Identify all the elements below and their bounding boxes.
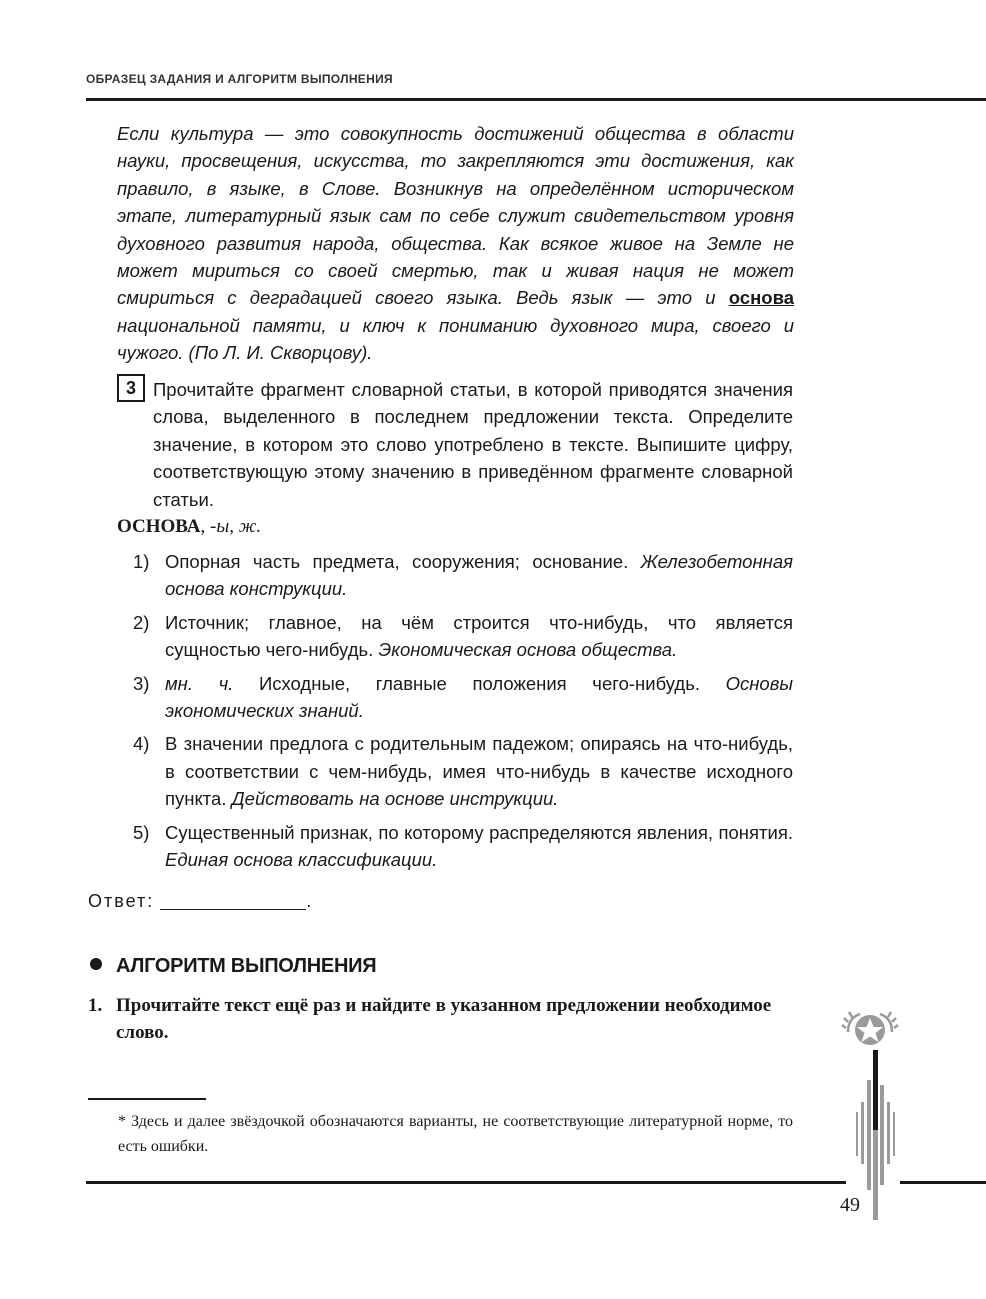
sense-number: 4) (133, 733, 150, 755)
sense-definition: В значении предлога с родительным падежом; опираясь на что-нибудь, в соответствии с чем-нибудь, имея что-нибудь в качестве исходного пункта. (165, 733, 793, 810)
answer-blank[interactable] (160, 891, 306, 910)
sense-example: Единая основа классификации. (165, 849, 438, 871)
bullet-icon (90, 958, 102, 970)
sense-definition: Опорная часть предмета, сооружения; основание. (165, 551, 641, 572)
source-passage (117, 120, 794, 367)
task-number-box: 3 (117, 374, 145, 402)
sense-number: 1) (133, 551, 150, 572)
algorithm-step (88, 992, 793, 1046)
passage-text-after: национальной памяти, и ключ к пониманию духовного мира, своего и чужого. (По Л. И. Скворцову). (117, 314, 794, 364)
footer-rule (86, 1181, 846, 1184)
step-number: 1. (88, 995, 103, 1016)
page-number: 49 (840, 1194, 860, 1216)
answer-row (88, 891, 313, 912)
footnote (88, 1109, 793, 1159)
sense-example: Основы экономических знаний. (165, 672, 793, 722)
header-rule (86, 98, 986, 101)
answer-end: . (306, 891, 314, 911)
headword: ОСНОВА (117, 516, 201, 537)
footnote-rule (88, 1098, 206, 1100)
sense-example: Железобетонная основа конструкции. (165, 551, 793, 600)
sense-definition: Источник; главное, на чём строится что-нибудь, что является сущностью чего-нибудь. (165, 611, 793, 661)
sense-number: 5) (133, 821, 150, 843)
step-text: Прочитайте текст ещё раз и найдите в указанном предложении необходимое слово. (116, 995, 772, 1043)
algorithm-heading (90, 955, 376, 978)
sense-example: Экономическая основа общества. (378, 639, 678, 661)
sense-definition: Существенный признак, по которому распределяются явления, понятия. (165, 821, 793, 843)
sense-example: Действовать на основе инструкции. (231, 788, 559, 810)
grammar-note: , -ы, ж. (200, 516, 262, 537)
dictionary-entry-headword (117, 516, 261, 538)
task-instructions: Прочитайте фрагмент словарной статьи, в которой приводятся значения слова, выделенного в последнем предложении текста. Определите значение, в котором это слово употреблено в тексте. Выпишите цифру, соответствующую этому значению в приведённом фрагменте словарной статьи. (153, 379, 793, 510)
passage-keyword: основа (728, 287, 794, 309)
sense-number: 3) (133, 672, 150, 694)
algorithm-title: АЛГОРИТМ ВЫПОЛНЕНИЯ (116, 955, 377, 977)
sense-item (133, 670, 793, 725)
sense-item (133, 609, 793, 664)
sense-item (133, 819, 793, 874)
footnote-text: * Здесь и далее звёздочкой обозначаются варианты, не соответствующие литературной норме, то есть ошибки. (118, 1113, 793, 1155)
sense-item (133, 730, 793, 812)
footer-rule-right (900, 1181, 986, 1184)
passage-text-before: Если культура — это совокупность достижений общества в области науки, просвещения, искусства, то закрепляются эти достижения, как правило, в языке, в Слове. Возникнув на определённом историческом этапе, литературный язык сам по себе служит свидетельством уровня духовного развития народа, общества. Как всякое живое на Земле не может мириться со своей смертью, так и живая нация не может смириться с деградацией своего языка. Ведь язык — это и (117, 123, 794, 309)
sense-definition: Исходные, главные положения чего-нибудь. (233, 672, 726, 694)
sense-usage-label: мн. ч. (165, 672, 234, 694)
answer-label: Ответ: (88, 891, 155, 911)
sense-number: 2) (133, 611, 150, 633)
sense-item (133, 548, 793, 603)
laurel-star-icon (840, 1010, 900, 1220)
running-header: ОБРАЗЕЦ ЗАДАНИЯ И АЛГОРИТМ ВЫПОЛНЕНИЯ (86, 72, 393, 86)
sense-list (133, 548, 793, 879)
